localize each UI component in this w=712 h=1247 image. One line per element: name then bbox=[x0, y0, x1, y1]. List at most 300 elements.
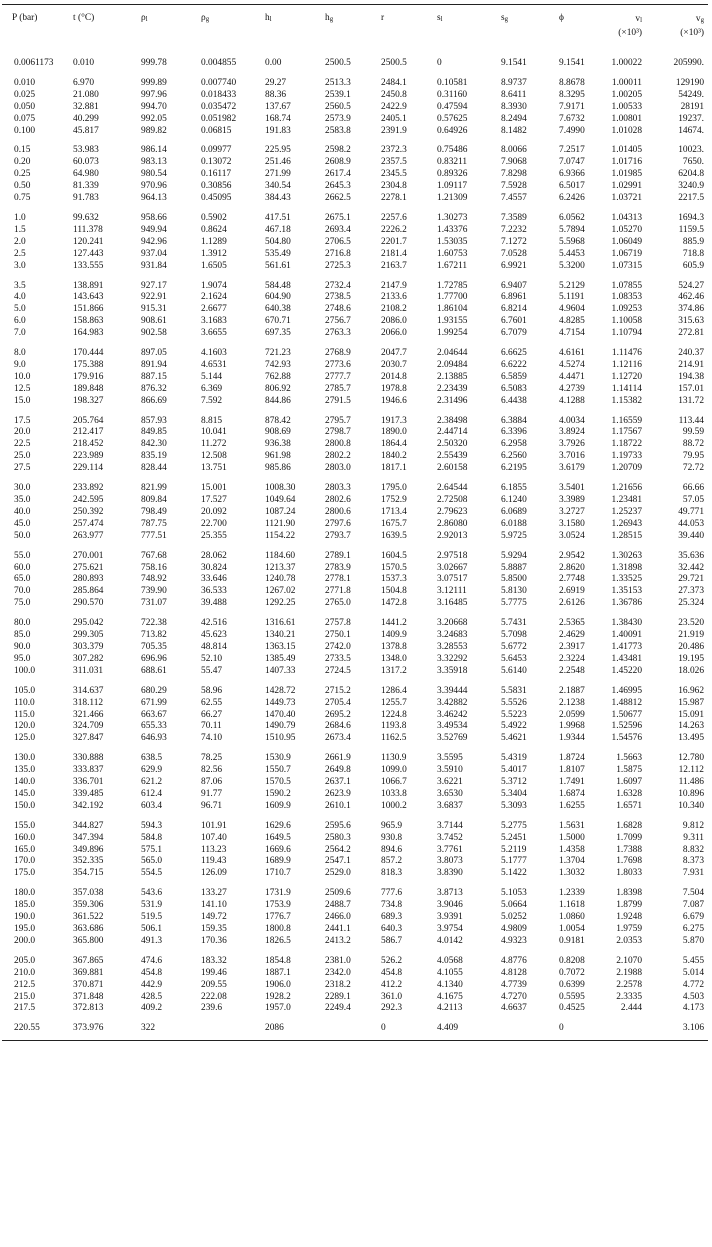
table-cell: 2539.1 bbox=[325, 89, 351, 100]
table-cell: 902.58 bbox=[141, 328, 167, 339]
table-cell: 1.6255 bbox=[559, 800, 585, 811]
table-cell: 138.891 bbox=[73, 280, 104, 291]
table-cell: 55.0 bbox=[14, 550, 31, 561]
table-cell: 2509.6 bbox=[325, 888, 351, 899]
table-cell: 2488.7 bbox=[325, 900, 351, 911]
table-cell: 603.4 bbox=[141, 800, 163, 811]
table-cell: 999.89 bbox=[141, 77, 167, 88]
table-cell: 2422.9 bbox=[381, 101, 407, 112]
table-cell: 19237. bbox=[678, 113, 704, 124]
table-cell: 1675.7 bbox=[381, 518, 407, 529]
table-row bbox=[2, 475, 708, 495]
table-cell: 242.595 bbox=[73, 495, 104, 505]
table-cell: 1639.5 bbox=[381, 530, 407, 541]
table-cell: 170.0 bbox=[14, 856, 36, 867]
table-cell: 120.241 bbox=[73, 236, 104, 247]
table-cell: 35.0 bbox=[14, 495, 31, 505]
table-cell: 21.919 bbox=[678, 630, 704, 641]
table-row bbox=[2, 586, 708, 598]
table-cell: 1.00801 bbox=[611, 113, 642, 124]
table-cell: 25.324 bbox=[678, 598, 704, 609]
table-cell: 240.37 bbox=[678, 348, 704, 359]
column-header-2 bbox=[141, 5, 201, 53]
table-cell: 15.001 bbox=[201, 483, 227, 494]
table-row bbox=[2, 654, 708, 666]
table-cell: 70.11 bbox=[201, 721, 222, 732]
table-cell: 412.2 bbox=[381, 979, 403, 990]
table-cell: 15.987 bbox=[678, 697, 704, 708]
table-cell: 1.60753 bbox=[437, 248, 468, 259]
table-cell: 7.3589 bbox=[501, 212, 527, 223]
table-cell: 2783.9 bbox=[325, 562, 351, 573]
table-row bbox=[2, 316, 708, 328]
table-cell: 198.327 bbox=[73, 395, 104, 406]
table-row bbox=[2, 157, 708, 169]
table-cell: 4.173 bbox=[682, 1003, 704, 1014]
table-cell: 2610.1 bbox=[325, 800, 351, 811]
table-cell: 742.93 bbox=[265, 359, 291, 370]
column-header-7 bbox=[437, 5, 501, 53]
table-cell: 5.4453 bbox=[559, 248, 585, 259]
header-subscript: g bbox=[504, 16, 509, 23]
table-cell: 1.8107 bbox=[559, 765, 585, 776]
table-cell: 1776.7 bbox=[265, 912, 291, 923]
table-cell: 0.75 bbox=[14, 193, 31, 204]
table-cell: 689.3 bbox=[381, 912, 403, 923]
table-cell: 2413.2 bbox=[325, 935, 351, 946]
table-cell: 32.442 bbox=[678, 562, 704, 573]
table-cell: 1.21309 bbox=[437, 193, 468, 204]
table-cell: 90.0 bbox=[14, 641, 31, 652]
table-cell: 373.976 bbox=[73, 1023, 104, 1034]
table-cell: 1.8398 bbox=[616, 888, 642, 899]
table-cell: 223.989 bbox=[73, 451, 104, 462]
table-cell: 3.8713 bbox=[437, 888, 463, 899]
table-cell: 942.96 bbox=[141, 236, 167, 247]
table-cell: 584.48 bbox=[265, 280, 291, 291]
table-cell: 1.8033 bbox=[616, 868, 642, 879]
column-header-1 bbox=[73, 5, 141, 53]
table-cell: 1.8724 bbox=[559, 753, 585, 764]
table-cell: 5.7894 bbox=[559, 224, 585, 235]
table-row bbox=[2, 801, 708, 813]
table-cell: 5.2451 bbox=[501, 832, 527, 843]
table-cell: 113.23 bbox=[201, 844, 227, 855]
table-cell: 170.444 bbox=[73, 348, 104, 359]
table-cell: 8.832 bbox=[682, 844, 704, 855]
table-row bbox=[2, 328, 708, 340]
table-cell: 1407.33 bbox=[265, 665, 296, 676]
table-cell: 0.20 bbox=[14, 157, 31, 168]
table-cell: 734.8 bbox=[381, 900, 403, 911]
table-cell: 13.495 bbox=[678, 733, 704, 744]
table-cell: 986.14 bbox=[141, 145, 167, 156]
table-cell: 0.5902 bbox=[201, 212, 227, 223]
table-cell: 1159.5 bbox=[678, 224, 704, 235]
table-cell: 49.771 bbox=[678, 506, 704, 517]
table-row bbox=[2, 666, 708, 678]
table-cell: 311.031 bbox=[73, 665, 104, 676]
table-row bbox=[2, 531, 708, 543]
table-cell: 2066.0 bbox=[381, 328, 407, 339]
table-cell: 0.57625 bbox=[437, 113, 468, 124]
table-cell: 2748.6 bbox=[325, 304, 351, 315]
header-symbol: ρ bbox=[141, 13, 146, 23]
table-cell: 9.1541 bbox=[559, 58, 585, 68]
table-cell: 6.1240 bbox=[501, 495, 527, 505]
table-cell: 526.2 bbox=[381, 955, 403, 966]
table-cell: 72.72 bbox=[682, 463, 704, 474]
table-cell: 2715.2 bbox=[325, 685, 351, 696]
table-cell: 1669.6 bbox=[265, 844, 291, 855]
table-row bbox=[2, 856, 708, 868]
table-cell: 50.0 bbox=[14, 530, 31, 541]
table-cell: 1.01716 bbox=[611, 157, 642, 168]
table-cell: 2372.3 bbox=[381, 145, 407, 156]
table-cell: 3.5910 bbox=[437, 765, 463, 776]
table-cell: 14674. bbox=[678, 125, 704, 136]
table-cell: 1.41773 bbox=[611, 641, 642, 652]
table-cell: 2.4629 bbox=[559, 630, 585, 641]
table-cell: 0.5595 bbox=[559, 991, 585, 1002]
table-cell: 352.335 bbox=[73, 856, 104, 867]
table-cell: 20.092 bbox=[201, 506, 227, 517]
table-cell: 36.533 bbox=[201, 586, 227, 597]
table-cell: 2.9542 bbox=[559, 550, 585, 561]
table-cell: 0.09977 bbox=[201, 145, 232, 156]
table-cell: 3.1683 bbox=[201, 316, 227, 327]
table-cell: 5.4319 bbox=[501, 753, 527, 764]
table-cell: 1267.02 bbox=[265, 586, 296, 597]
table-cell: 79.95 bbox=[682, 451, 704, 462]
table-cell: 150.0 bbox=[14, 800, 36, 811]
table-cell: 15.0 bbox=[14, 395, 31, 406]
table-cell: 369.881 bbox=[73, 967, 104, 978]
table-cell: 1193.8 bbox=[381, 721, 407, 732]
table-cell: 1033.8 bbox=[381, 788, 407, 799]
table-cell: 2695.2 bbox=[325, 709, 351, 720]
table-cell: 99.632 bbox=[73, 212, 99, 223]
table-cell: 5.1422 bbox=[501, 868, 527, 879]
table-cell: 0.075 bbox=[14, 113, 36, 124]
table-cell: 1.06049 bbox=[611, 236, 642, 247]
table-cell: 6.9366 bbox=[559, 169, 585, 180]
table-cell: 1.45220 bbox=[611, 665, 642, 676]
table-cell: 1.15382 bbox=[611, 395, 642, 406]
table-cell: 491.3 bbox=[141, 935, 163, 946]
table-cell: 0.89326 bbox=[437, 169, 468, 180]
table-row bbox=[2, 384, 708, 396]
table-cell: 2793.7 bbox=[325, 530, 351, 541]
table-cell: 897.05 bbox=[141, 348, 167, 359]
table-cell: 474.6 bbox=[141, 955, 163, 966]
table-cell: 1340.21 bbox=[265, 630, 296, 641]
table-cell: 52.10 bbox=[201, 653, 223, 664]
table-cell: 621.2 bbox=[141, 777, 163, 788]
table-cell: 0.83211 bbox=[437, 157, 468, 168]
table-cell: 1.23481 bbox=[611, 495, 642, 505]
table-row bbox=[2, 249, 708, 261]
table-cell: 1316.61 bbox=[265, 618, 296, 629]
table-cell: 205990. bbox=[673, 58, 704, 68]
table-cell: 12.508 bbox=[201, 451, 227, 462]
table-cell: 1213.37 bbox=[265, 562, 296, 573]
table-row bbox=[2, 408, 708, 428]
table-cell: 1.00022 bbox=[611, 58, 642, 68]
table-row bbox=[2, 642, 708, 654]
table-cell: 2030.7 bbox=[381, 359, 407, 370]
table-cell: 20.486 bbox=[678, 641, 704, 652]
table-cell: 5.0664 bbox=[501, 900, 527, 911]
table-cell: 922.91 bbox=[141, 292, 167, 303]
table-cell: 849.85 bbox=[141, 427, 167, 438]
table-cell: 5.2129 bbox=[559, 280, 585, 291]
table-cell: 6.6625 bbox=[501, 348, 527, 359]
table-cell: 1.11476 bbox=[611, 348, 642, 359]
table-cell: 3.6530 bbox=[437, 788, 463, 799]
table-cell: 721.23 bbox=[265, 348, 291, 359]
table-cell: 3.7761 bbox=[437, 844, 463, 855]
table-cell: 2791.5 bbox=[325, 395, 351, 406]
table-row bbox=[2, 340, 708, 360]
table-cell: 315.63 bbox=[678, 316, 704, 327]
table-cell: 8.6411 bbox=[501, 89, 527, 100]
table-cell: 10023. bbox=[678, 145, 704, 156]
table-cell: 175.388 bbox=[73, 359, 104, 370]
table-row bbox=[2, 205, 708, 225]
table-cell: 1.10794 bbox=[611, 328, 642, 339]
table-cell: 214.91 bbox=[678, 359, 704, 370]
table-cell: 2645.3 bbox=[325, 181, 351, 192]
table-cell: 8.815 bbox=[201, 415, 223, 426]
table-cell: 5.9294 bbox=[501, 550, 527, 561]
table-cell: 57.05 bbox=[682, 495, 704, 505]
header-symbol: P (bar) bbox=[12, 13, 38, 23]
table-cell: 1.6571 bbox=[616, 800, 642, 811]
table-cell: 17.5 bbox=[14, 415, 31, 426]
table-cell: 2304.8 bbox=[381, 181, 407, 192]
table-cell: 205.764 bbox=[73, 415, 104, 426]
table-cell: 4.8776 bbox=[501, 955, 527, 966]
table-cell: 1.9344 bbox=[559, 733, 585, 744]
table-cell: 21.080 bbox=[73, 89, 99, 100]
table-cell: 280.893 bbox=[73, 574, 104, 585]
table-cell: 159.35 bbox=[201, 924, 227, 934]
table-cell: 314.637 bbox=[73, 685, 104, 696]
table-cell: 5.870 bbox=[682, 935, 704, 946]
table-cell: 5.3200 bbox=[559, 260, 585, 271]
header-subscript: l bbox=[440, 16, 443, 23]
table-cell: 1.5000 bbox=[559, 832, 585, 843]
table-row bbox=[2, 261, 708, 273]
table-cell: 7.4557 bbox=[501, 193, 527, 204]
table-cell: 2.5 bbox=[14, 248, 26, 259]
table-cell: 2.3917 bbox=[559, 641, 585, 652]
table-cell: 6.970 bbox=[73, 77, 95, 88]
table-cell: 2637.1 bbox=[325, 777, 351, 788]
table-cell: 344.827 bbox=[73, 820, 104, 831]
table-cell: 40.299 bbox=[73, 113, 99, 124]
table-cell: 3.28553 bbox=[437, 641, 468, 652]
table-cell: 1286.4 bbox=[381, 685, 407, 696]
table-cell: 0.0061173 bbox=[14, 58, 54, 68]
table-row bbox=[2, 70, 708, 90]
table-cell: 342.192 bbox=[73, 800, 104, 811]
table-cell: 82.56 bbox=[201, 765, 223, 776]
table-cell: 164.983 bbox=[73, 328, 104, 339]
table-cell: 1490.79 bbox=[265, 721, 296, 732]
table-cell: 4.7154 bbox=[559, 328, 585, 339]
table-cell: 1.77700 bbox=[437, 292, 468, 303]
table-cell: 45.817 bbox=[73, 125, 99, 136]
column-header-5 bbox=[325, 5, 381, 53]
table-cell: 4.0568 bbox=[437, 955, 463, 966]
table-cell: 1.12720 bbox=[611, 371, 642, 382]
table-cell: 25.0 bbox=[14, 451, 31, 462]
table-cell: 130.0 bbox=[14, 753, 36, 764]
table-cell: 1385.49 bbox=[265, 653, 296, 664]
header-subscript: l bbox=[145, 16, 148, 23]
table-cell: 2803.3 bbox=[325, 483, 351, 494]
table-cell: 2163.7 bbox=[381, 260, 407, 271]
table-cell: 1363.15 bbox=[265, 641, 296, 652]
table-cell: 1.3704 bbox=[559, 856, 585, 867]
table-cell: 215.0 bbox=[14, 991, 36, 1002]
table-cell: 2.50320 bbox=[437, 439, 468, 450]
table-cell: 8.9737 bbox=[501, 77, 527, 88]
table-cell: 949.94 bbox=[141, 224, 167, 235]
table-row bbox=[2, 1015, 708, 1035]
table-cell: 99.59 bbox=[682, 427, 704, 438]
table-cell: 58.96 bbox=[201, 685, 223, 696]
table-cell: 370.871 bbox=[73, 979, 104, 990]
table-cell: 4.2113 bbox=[437, 1003, 463, 1014]
table-cell: 5.2119 bbox=[501, 844, 527, 855]
table-header bbox=[2, 5, 708, 53]
column-header-6 bbox=[381, 5, 437, 53]
table-cell: 1710.7 bbox=[265, 868, 291, 879]
table-cell: 66.66 bbox=[682, 483, 704, 494]
table-cell: 3.5 bbox=[14, 280, 26, 291]
table-cell: 120.0 bbox=[14, 721, 36, 732]
table-cell: 324.709 bbox=[73, 721, 104, 732]
table-cell: 1.3912 bbox=[201, 248, 227, 259]
table-cell: 915.31 bbox=[141, 304, 167, 315]
table-row bbox=[2, 169, 708, 181]
table-cell: 80.0 bbox=[14, 618, 31, 629]
table-cell: 4.0 bbox=[14, 292, 26, 303]
table-cell bbox=[201, 1015, 265, 1035]
table-cell: 5.1191 bbox=[559, 292, 585, 303]
table-cell: 2684.6 bbox=[325, 721, 351, 732]
table-cell: 640.38 bbox=[265, 304, 291, 315]
table-cell: 285.864 bbox=[73, 586, 104, 597]
table-cell: 885.9 bbox=[682, 236, 704, 247]
table-cell: 5.8887 bbox=[501, 562, 527, 573]
table-cell: 2318.2 bbox=[325, 979, 351, 990]
table-row bbox=[2, 237, 708, 249]
table-cell: 930.8 bbox=[381, 832, 403, 843]
table-cell: 655.33 bbox=[141, 721, 167, 732]
table-cell: 1570.5 bbox=[381, 562, 407, 573]
header-symbol: r bbox=[381, 13, 385, 23]
table-cell: 100.0 bbox=[14, 665, 36, 676]
table-cell: 115.0 bbox=[14, 709, 35, 720]
table-cell: 7650. bbox=[682, 157, 704, 168]
table-cell: 3.0 bbox=[14, 260, 26, 271]
table-cell: 1.35153 bbox=[611, 586, 642, 597]
table-cell: 2765.0 bbox=[325, 598, 351, 609]
table-row bbox=[2, 765, 708, 777]
table-cell: 3.6655 bbox=[201, 328, 227, 339]
table-cell: 1957.0 bbox=[265, 1003, 291, 1014]
table-cell: 965.9 bbox=[381, 820, 403, 831]
table-cell: 0 bbox=[559, 1023, 564, 1034]
table-row bbox=[2, 900, 708, 912]
table-cell: 1.0054 bbox=[559, 924, 585, 934]
table-cell: 1.9968 bbox=[559, 721, 585, 732]
table-cell: 60.073 bbox=[73, 157, 99, 168]
table-cell: 4.503 bbox=[682, 991, 704, 1002]
table-cell: 78.25 bbox=[201, 753, 223, 764]
table-cell: 25.355 bbox=[201, 530, 227, 541]
table-cell: 35.636 bbox=[678, 550, 704, 561]
table-cell: 1066.7 bbox=[381, 777, 407, 788]
table-cell: 2357.5 bbox=[381, 157, 407, 168]
table-cell: 1649.5 bbox=[265, 832, 291, 843]
table-cell: 0.035472 bbox=[201, 101, 237, 112]
table-cell: 133.27 bbox=[201, 888, 227, 899]
table-cell: 27.5 bbox=[14, 463, 31, 474]
table-cell: 584.8 bbox=[141, 832, 163, 843]
table-cell: 604.90 bbox=[265, 292, 291, 303]
table-cell: 1.43481 bbox=[611, 653, 642, 664]
table-cell: 0.004855 bbox=[201, 58, 237, 68]
table-cell: 347.394 bbox=[73, 832, 104, 843]
table-cell: 835.19 bbox=[141, 451, 167, 462]
table-cell: 0.051982 bbox=[201, 113, 237, 124]
table-cell: 1.67211 bbox=[437, 260, 468, 271]
table-cell: 663.67 bbox=[141, 709, 167, 720]
table-row bbox=[2, 439, 708, 451]
table-cell: 180.0 bbox=[14, 888, 36, 899]
table-row bbox=[2, 126, 708, 138]
table-row bbox=[2, 733, 708, 745]
table-cell: 384.43 bbox=[265, 193, 291, 204]
table-cell: 66.27 bbox=[201, 709, 223, 720]
table-cell: 1121.90 bbox=[265, 518, 296, 529]
table-cell: 5.455 bbox=[682, 955, 704, 966]
table-cell: 1.09253 bbox=[611, 304, 642, 315]
table-cell: 189.848 bbox=[73, 383, 104, 394]
table-cell: 5.2775 bbox=[501, 820, 527, 831]
table-cell: 1378.8 bbox=[381, 641, 407, 652]
table-cell: 5.144 bbox=[201, 371, 223, 382]
table-cell: 9.0 bbox=[14, 359, 26, 370]
table-cell: 96.71 bbox=[201, 800, 223, 811]
table-cell: 1130.9 bbox=[381, 753, 407, 764]
table-cell: 5.6772 bbox=[501, 641, 527, 652]
column-header-4 bbox=[265, 5, 325, 53]
table-cell: 4.9809 bbox=[501, 924, 527, 934]
table-cell: 2757.8 bbox=[325, 618, 351, 629]
table-cell: 3.6221 bbox=[437, 777, 463, 788]
table-cell: 1946.6 bbox=[381, 395, 407, 406]
table-cell: 688.61 bbox=[141, 665, 167, 676]
header-subscript: g bbox=[700, 17, 704, 24]
table-row bbox=[2, 777, 708, 789]
table-cell: 175.0 bbox=[14, 868, 36, 879]
